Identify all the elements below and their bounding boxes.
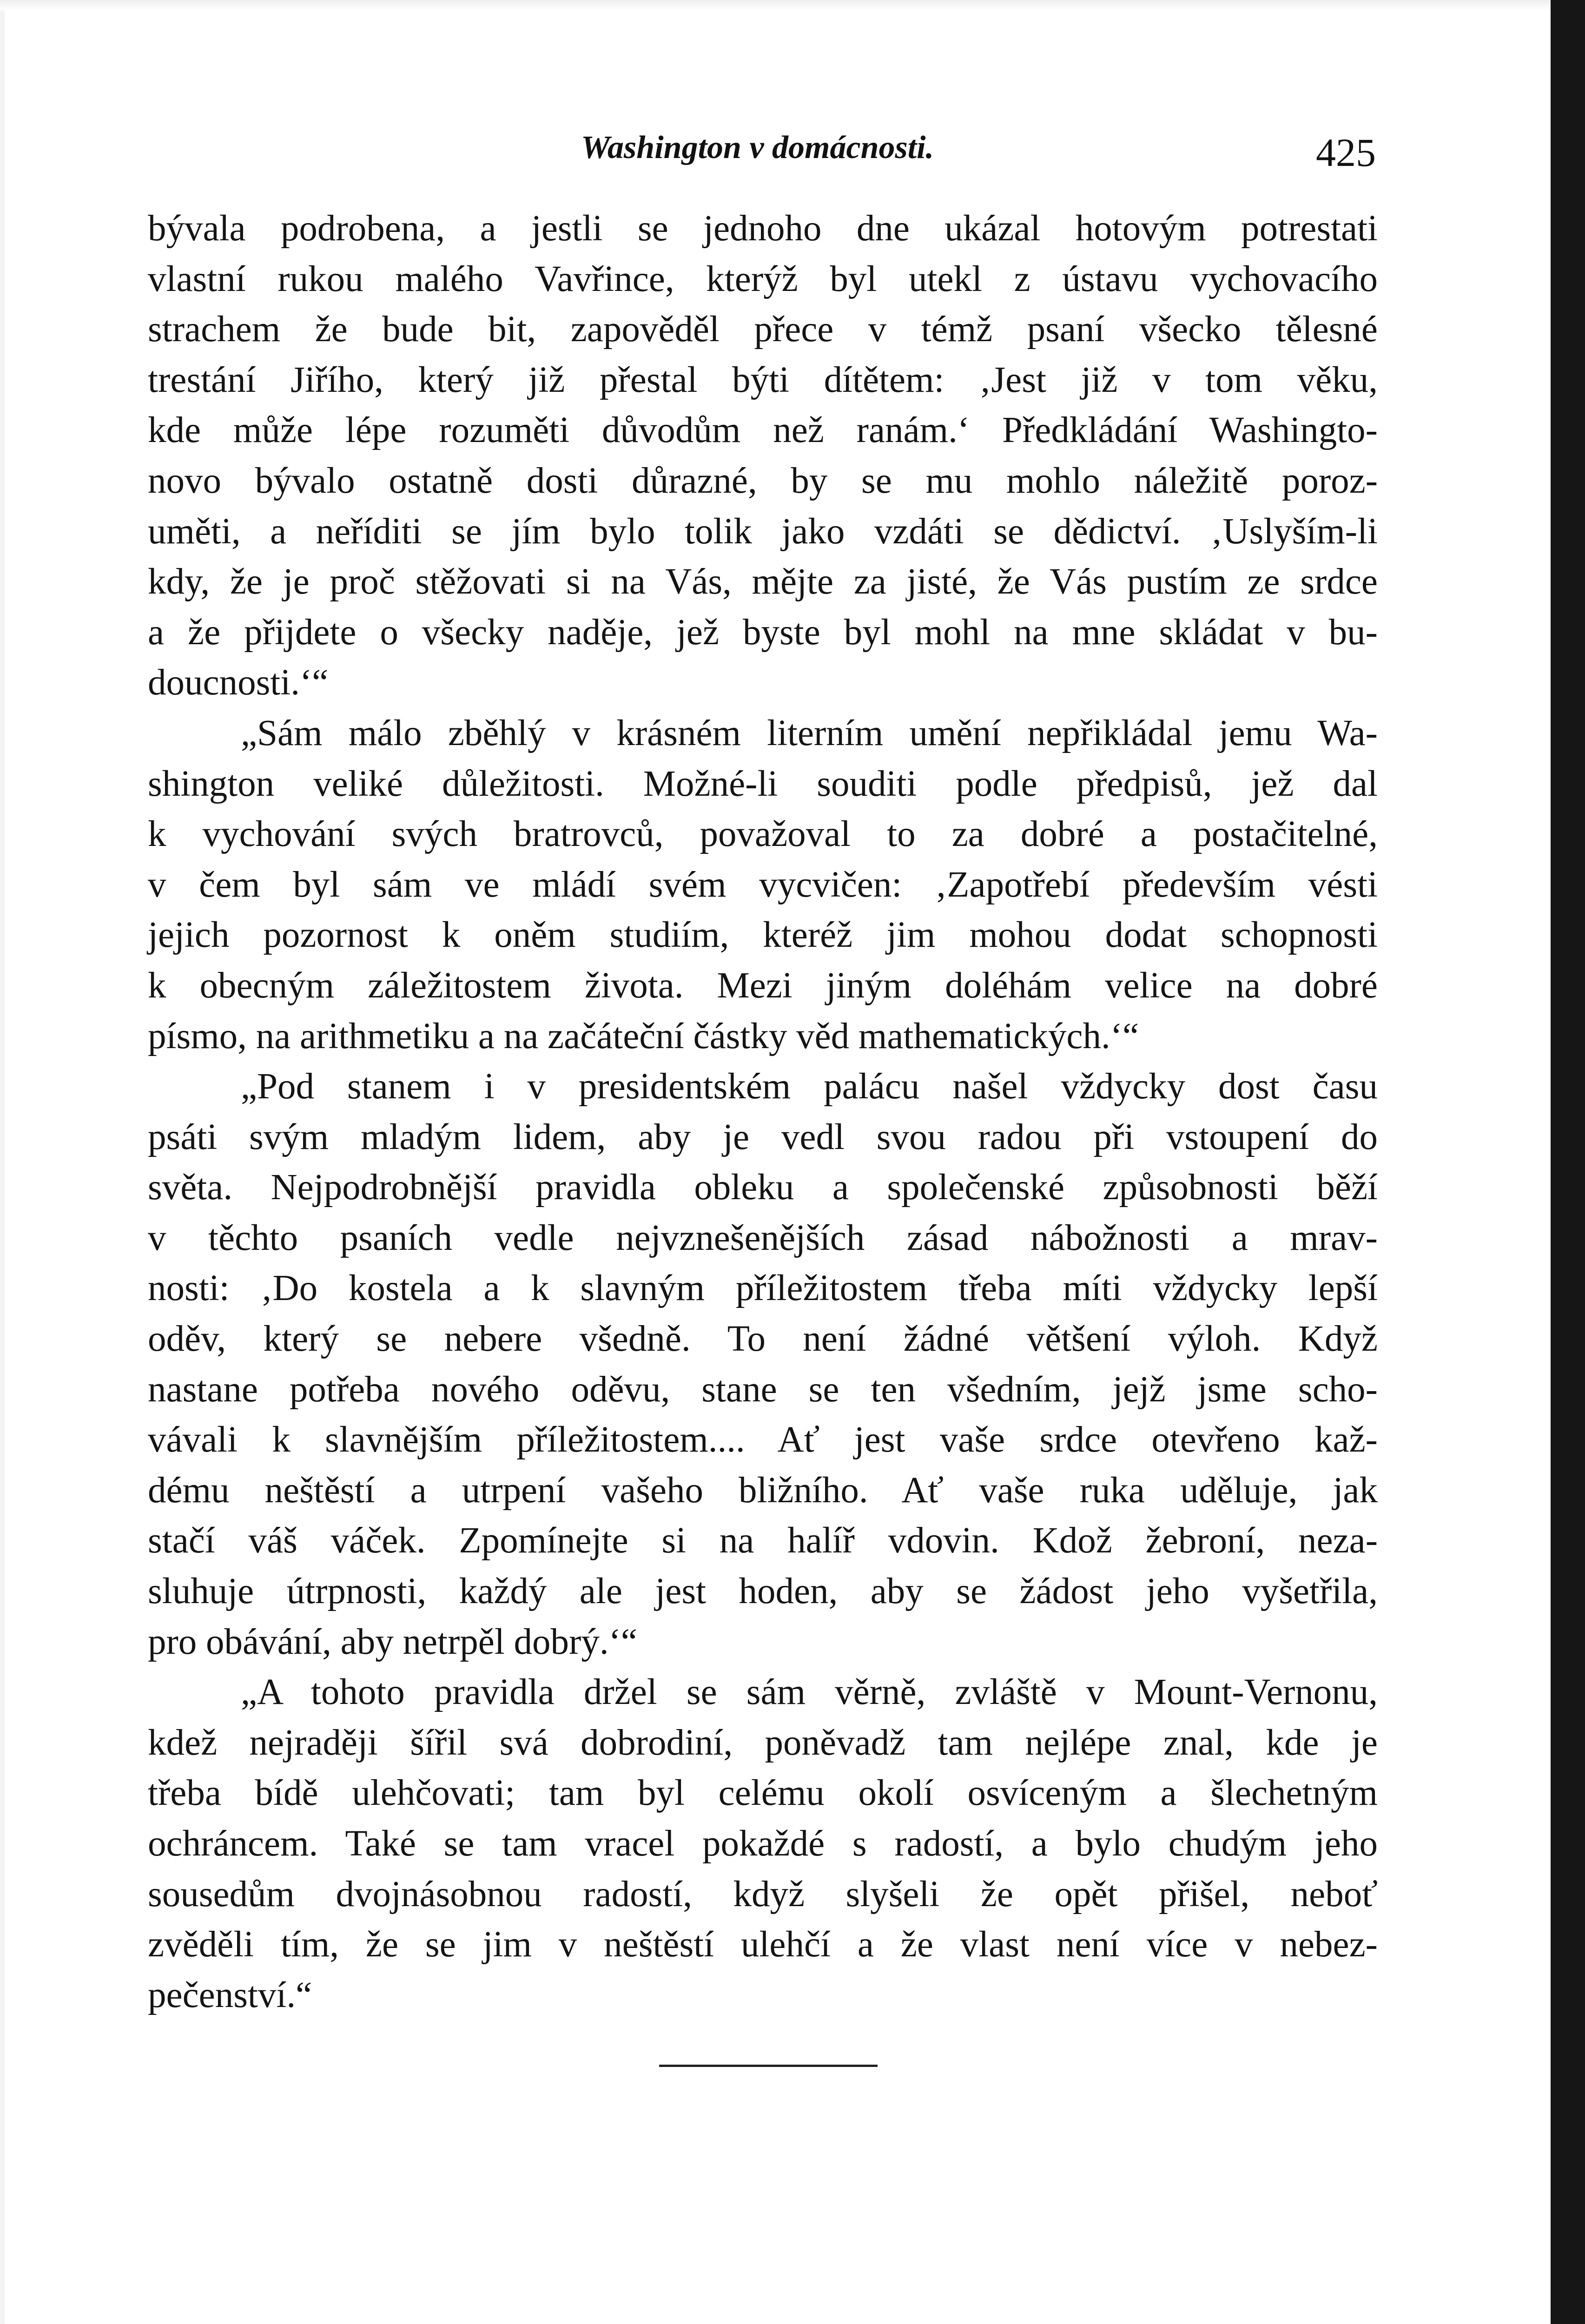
text-line: a že přijdete o všecky naděje, jež byste byl mohl na mne skládat v bu- (148, 612, 1378, 653)
text-line: kdy, že je proč stěžovati si na Vás, mějte za jisté, že Vás pustím ze srdce (148, 561, 1378, 602)
text-line: k obecným záležitostem života. Mezi jiným doléhám velice na dobré (148, 965, 1378, 1006)
text-line: „Pod stanem i v presidentském palácu našel vždycky dost času (241, 1066, 1378, 1107)
text-line: doucnosti.‘“ (148, 662, 329, 703)
text-line: nastane potřeba nového oděvu, stane se ten všedním, jejž jsme scho- (148, 1369, 1378, 1410)
text-line: jejich pozornost k oněm studiím, kteréž jim mohou dodat schopnosti (148, 915, 1378, 956)
text-line: strachem že bude bit, zapověděl přece v témž psaní všecko tělesné (148, 309, 1378, 350)
text-line: ochráncem. Také se tam vracel pokaždé s radostí, a bylo chudým jeho (148, 1823, 1378, 1864)
text-line: sousedům dvojnásobnou radostí, když slyšeli že opět přišel, neboť (148, 1874, 1378, 1915)
page-number: 425 (1316, 130, 1376, 175)
paragraph-4 (148, 1667, 1378, 2020)
text-line: k vychování svých bratrovců, považoval to za dobré a postačitelné, (148, 814, 1378, 855)
text-line: vlastní rukou malého Vavřince, kterýž byl utekl z ústavu vychovacího (148, 258, 1378, 299)
text-line: sluhuje útrpnosti, každý ale jest hoden, aby se žádost jeho vyšetřila, (148, 1571, 1378, 1612)
text-line: trestání Jiřího, který již přestal býti dítětem: ‚Jest již v tom věku, (148, 359, 1378, 400)
running-title: Washington v domácnosti. (581, 130, 934, 165)
paragraph-1 (148, 204, 1378, 708)
text-line: vávali k slavnějším příležitostem.... Ať jest vaše srdce otevřeno kaž- (148, 1419, 1378, 1460)
paragraph-3 (148, 1062, 1378, 1667)
text-line: nosti: ‚Do kostela a k slavným příležitostem třeba míti vždycky lepší (148, 1268, 1378, 1309)
text-line: dému neštěstí a utrpení vašeho bližního. Ať vaše ruka uděluje, jak (148, 1470, 1378, 1511)
text-line: v čem byl sám ve mládí svém vycvičen: ‚Zapotřebí především vésti (148, 864, 1378, 905)
scan-top-edge (0, 0, 1551, 10)
text-line: pečenství.“ (148, 1974, 312, 2015)
text-line: uměti, a neříditi se jím bylo tolik jako vzdáti se dědictví. ‚Uslyším-li (148, 511, 1378, 552)
paragraph-2 (148, 708, 1378, 1062)
text-line: v těchto psaních vedle nejvznešenějších zásad nábožnosti a mrav- (148, 1217, 1378, 1258)
text-line: světa. Nejpodrobnější pravidla obleku a společenské způsobnosti běží (148, 1167, 1378, 1208)
scan-left-edge (0, 0, 5, 2324)
scan-right-edge (1551, 0, 1585, 2324)
text-line: shington veliké důležitosti. Možné-li souditi podle předpisů, jež dal (148, 763, 1378, 804)
page-header (139, 120, 1390, 185)
text-line: stačí váš váček. Zpomínejte si na halíř vdovin. Kdož žebroní, neza- (148, 1520, 1378, 1561)
body-text (148, 204, 1378, 2020)
text-line: kdež nejraději šířil svá dobrodiní, poněvadž tam nejlépe znal, kde je (148, 1722, 1378, 1763)
text-line: písmo, na arithmetiku a na začáteční částky věd mathematických.‘“ (148, 1016, 1139, 1056)
text-line: zvěděli tím, že se jim v neštěstí ulehčí a že vlast není více v nebez- (148, 1924, 1378, 1965)
text-line: „Sám málo zběhlý v krásném literním umění nepřikládal jemu Wa- (241, 713, 1378, 753)
text-line: oděv, který se nebere všedně. To není žádné většení výloh. Když (148, 1319, 1378, 1360)
text-line: třeba bídě ulehčovati; tam byl celému okolí osvíceným a šlechetným (148, 1773, 1378, 1814)
section-end-rule (659, 2065, 878, 2067)
text-line: „A tohoto pravidla držel se sám věrně, zvláště v Mount-Vernonu, (241, 1672, 1378, 1713)
text-line: bývala podrobena, a jestli se jednoho dne ukázal hotovým potrestati (148, 208, 1378, 249)
text-line: novo bývalo ostatně dosti důrazné, by se mu mohlo náležitě poroz- (148, 460, 1378, 501)
text-line: kde může lépe rozuměti důvodům než ranám.‘ Předkládání Washingto- (148, 410, 1378, 451)
text-line: pro obávání, aby netrpěl dobrý.‘“ (148, 1621, 637, 1662)
text-line: psáti svým mladým lidem, aby je vedl svou radou při vstoupení do (148, 1116, 1378, 1157)
